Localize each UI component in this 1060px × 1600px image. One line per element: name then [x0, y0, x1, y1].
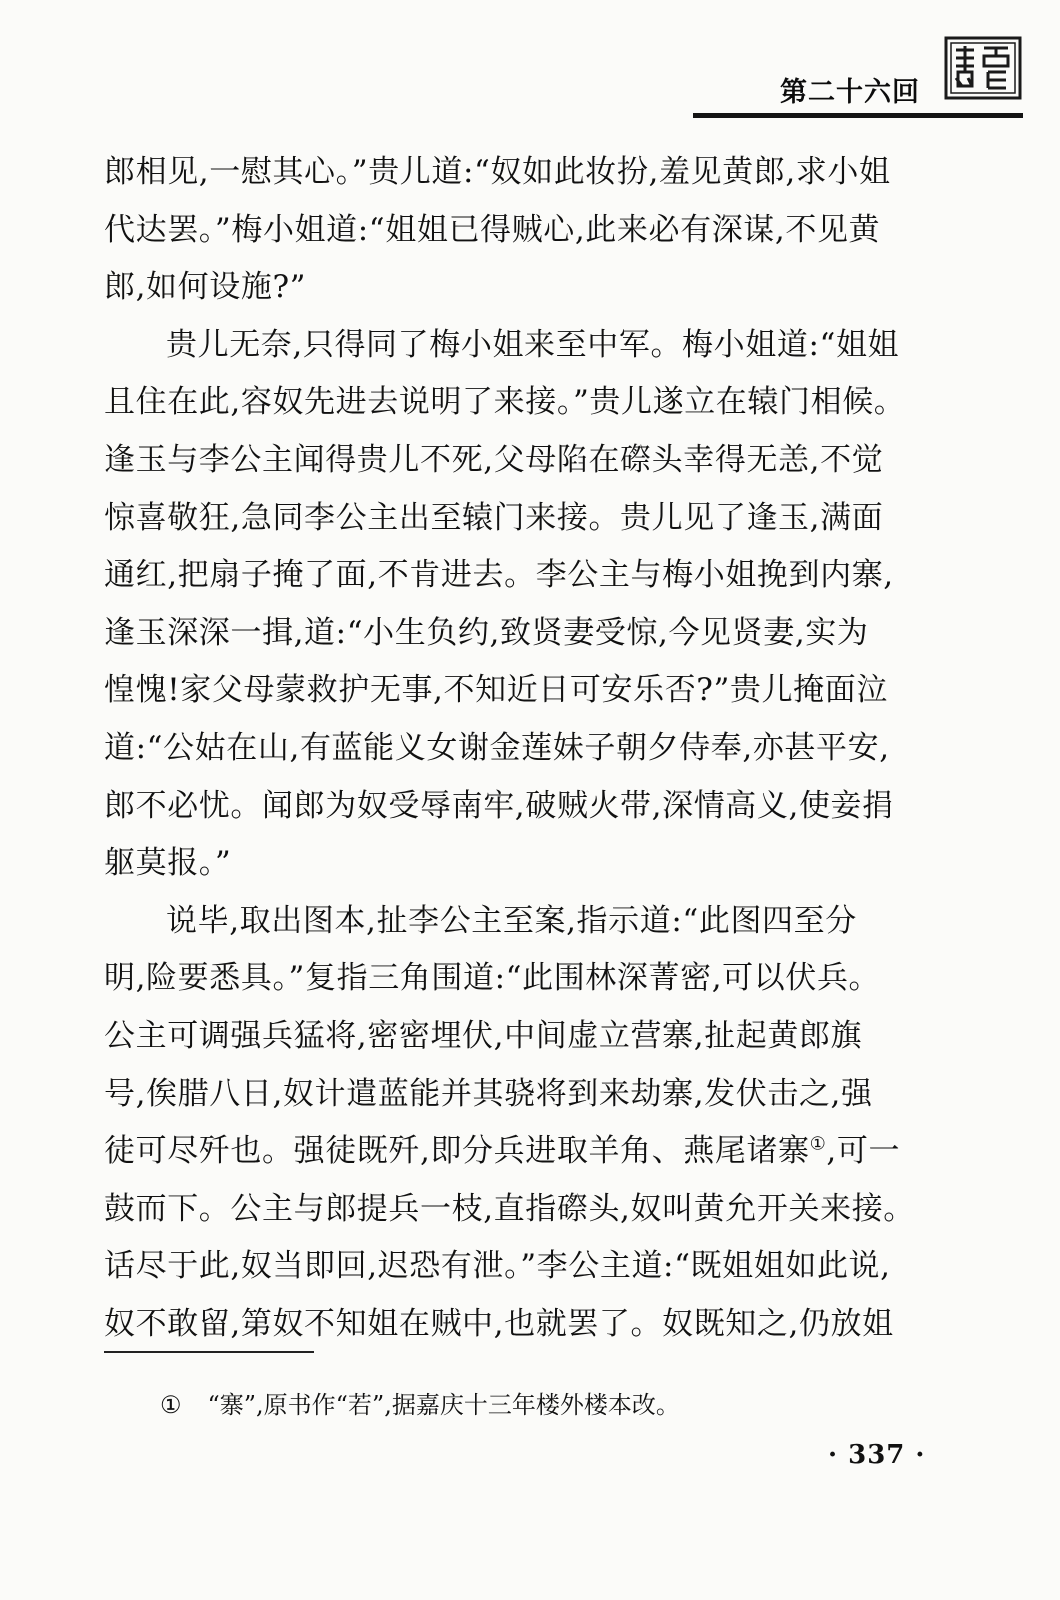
- text-line: [104, 1181, 930, 1239]
- page-number: · 337 ·: [828, 1440, 926, 1470]
- chapter-title: 第二十六回: [780, 77, 920, 108]
- text-line: [104, 662, 930, 720]
- text-line: [104, 835, 930, 893]
- text-line: [104, 490, 930, 548]
- body-text: [104, 144, 930, 1353]
- text-line: [104, 950, 930, 1008]
- text-line: [104, 893, 930, 951]
- text-line: [104, 1008, 930, 1066]
- text-line: [104, 1066, 930, 1124]
- seal-logo: [944, 36, 1022, 100]
- footnote-text: “寨”,原书作“若”,据嘉庆十三年楼外楼本改。: [207, 1391, 680, 1419]
- text-line-content: 话尽于此,奴当即回,迟恐有泄。”李公主道:“既姐姐如此说,: [104, 1248, 891, 1285]
- text-line-content: 明,险要悉具。”复指三角围道:“此围林深菁密,可以伏兵。: [104, 960, 881, 997]
- text-line-content: 说毕,取出图本,扯李公主至案,指示道:“此图四至分: [166, 902, 857, 939]
- text-line: [104, 317, 930, 375]
- text-line-content: 徒可尽歼也。强徒既歼,即分兵进取羊角、燕尾诸寨: [104, 1133, 810, 1170]
- text-line-content: 逢玉深深一揖,道:“小生负约,致贤妻受惊,今见贤妻,实为: [104, 614, 869, 651]
- footnote-marker: ①: [160, 1391, 182, 1419]
- footnote-rule: [104, 1351, 314, 1353]
- text-line-content: 逢玉与李公主闻得贵儿不死,父母陷在磜头幸得无恙,不觉: [104, 441, 884, 478]
- text-line: [104, 778, 930, 836]
- text-line-content: 鼓而下。公主与郎提兵一枝,直指磜头,奴叫黄允开关来接。: [104, 1190, 915, 1227]
- text-line: [104, 144, 930, 202]
- text-line-content: 且住在此,容奴先进去说明了来接。”贵儿遂立在辕门相候。: [104, 384, 906, 421]
- text-line-content: 公主可调强兵猛将,密密埋伏,中间虚立营寨,扯起黄郎旗: [104, 1017, 863, 1054]
- header-rule: [693, 113, 1023, 118]
- text-line-content: 道:“公姑在山,有蓝能义女谢金莲妹子朝夕侍奉,亦甚平安,: [104, 729, 890, 766]
- text-line: [104, 605, 930, 663]
- text-line-content: 郎,如何设施?”: [104, 269, 307, 306]
- text-line: [104, 547, 930, 605]
- text-line-content: 躯莫报。”: [104, 845, 232, 882]
- text-line: [104, 202, 930, 260]
- text-line-continuation: ,可一: [826, 1133, 901, 1170]
- text-line: [104, 1296, 930, 1354]
- text-line-content: 郎不必忧。闻郎为奴受辱南牢,破贼火带,深情高义,使妾捐: [104, 787, 894, 824]
- text-line-content: 代达罢。”梅小姐道:“姐姐已得贼心,此来必有深谋,不见黄: [104, 211, 881, 248]
- text-line-content: 号,俟腊八日,奴计遣蓝能并其骁将到来劫寨,发伏击之,强: [104, 1075, 873, 1112]
- text-line-content: 惶愧!家父母蒙救护无事,不知近日可安乐否?”贵儿掩面泣: [104, 672, 888, 709]
- footnote-reference: ①: [809, 1133, 827, 1155]
- text-line-content: 通红,把扇子掩了面,不肯进去。李公主与梅小姐挽到内寨,: [104, 557, 894, 594]
- text-line: [104, 1238, 930, 1296]
- footnote: [160, 1385, 680, 1420]
- text-line-content: 奴不敢留,第奴不知姐在贼中,也就罢了。奴既知之,仍放姐: [104, 1305, 894, 1342]
- text-line: [104, 374, 930, 432]
- text-line-content: 郎相见,一慰其心。”贵儿道:“奴如此妆扮,羞见黄郎,求小姐: [104, 154, 891, 190]
- text-line: [104, 720, 930, 778]
- text-line-content: 贵儿无奈,只得同了梅小姐来至中军。梅小姐道:“姐姐: [166, 326, 900, 363]
- text-line: [104, 432, 930, 490]
- text-line-content: 惊喜敬狂,急同李公主出至辕门来接。贵儿见了逢玉,满面: [104, 499, 884, 536]
- text-line: [104, 1123, 930, 1181]
- text-line: [104, 259, 930, 317]
